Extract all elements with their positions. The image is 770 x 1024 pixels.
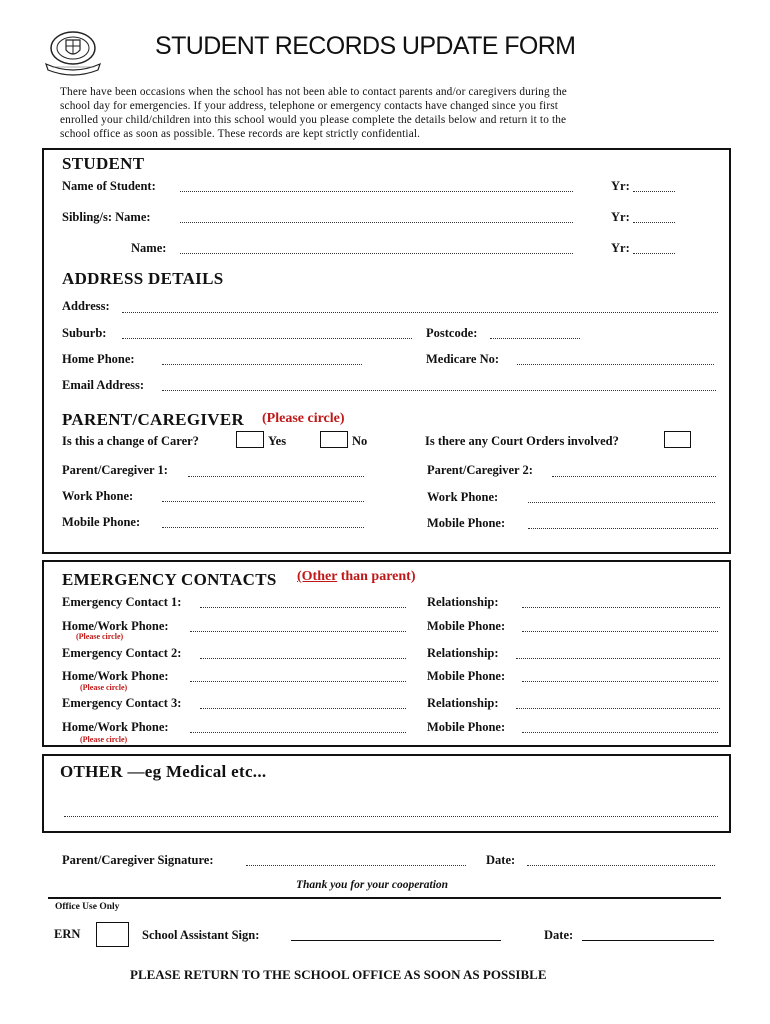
address-field[interactable] [122,312,718,313]
no-label: No [352,434,368,448]
signature-date-label: Date: [486,853,516,867]
school-assistant-sign-field[interactable] [291,940,501,941]
sibling-yr-field[interactable] [633,222,675,223]
parent-signature-field[interactable] [246,865,466,866]
home-work-phone-3-label: Home/Work Phone: [62,720,169,734]
ern-box[interactable] [96,922,129,947]
court-orders-label: Is there any Court Orders involved? [425,434,619,448]
page-title: STUDENT RECORDS UPDATE FORM [155,32,576,60]
emergency-contact-1-field[interactable] [200,607,406,608]
medicare-field[interactable] [517,364,714,365]
no-checkbox[interactable] [320,431,348,448]
suburb-label: Suburb: [62,326,107,340]
emergency-contact-1-label: Emergency Contact 1: [62,595,182,609]
return-instruction: PLEASE RETURN TO THE SCHOOL OFFICE AS SOON AS POSSIBLE [130,967,547,982]
home-work-phone-1-field[interactable] [190,631,406,632]
office-date-field[interactable] [582,940,714,941]
yr-label: Yr: [611,210,630,224]
emergency-contact-2-field[interactable] [200,658,406,659]
siblings-name-label: Sibling/s: Name: [62,210,151,224]
home-phone-field[interactable] [162,364,362,365]
office-divider [48,897,721,899]
mobile-phone-3-label: Mobile Phone: [427,720,506,734]
yr-label: Yr: [611,179,630,193]
court-orders-checkbox[interactable] [664,431,691,448]
mobile-phone-1-field[interactable] [522,631,718,632]
parent-2-work-phone-field[interactable] [528,502,715,503]
other-medical-heading: OTHER —eg Medical etc... [60,762,267,781]
ern-label: ERN [54,927,81,941]
please-circle-note-1: (Please circle) [76,632,124,641]
emergency-contact-2-label: Emergency Contact 2: [62,646,182,660]
please-circle-note-3: (Please circle) [80,735,128,744]
parent-1-mobile-phone-label: Mobile Phone: [62,515,141,529]
emergency-contact-3-label: Emergency Contact 3: [62,696,182,710]
home-work-phone-1-label: Home/Work Phone: [62,619,169,633]
home-work-phone-3-field[interactable] [190,732,406,733]
office-use-only-label: Office Use Only [55,902,120,912]
address-label: Address: [62,299,110,313]
home-phone-label: Home Phone: [62,352,135,366]
relationship-3-label: Relationship: [427,696,499,710]
intro-paragraph [60,85,720,141]
relationship-1-field[interactable] [522,607,720,608]
email-label: Email Address: [62,378,145,392]
other-word: (Other [297,569,338,584]
parent-1-work-phone-label: Work Phone: [62,489,134,503]
intro-line: There have been occasions when the school has not been able to contact parents and/or caregivers during the [60,86,567,98]
parent-caregiver-heading: PARENT/CAREGIVER [62,410,245,429]
school-assistant-sign-label: School Assistant Sign: [142,928,260,942]
sibling-2-yr-field[interactable] [633,253,675,254]
parent-2-work-phone-label: Work Phone: [427,490,499,504]
relationship-2-field[interactable] [516,658,720,659]
intro-line: school day for emergencies. If your address, telephone or emergency contacts have changed since you first [60,100,559,112]
sibling-name-field[interactable] [180,222,573,223]
name-of-student-field[interactable] [180,191,573,192]
postcode-field[interactable] [490,338,580,339]
name-of-student-label: Name of Student: [62,179,156,193]
home-work-phone-2-field[interactable] [190,681,406,682]
parent-1-mobile-phone-field[interactable] [162,527,364,528]
office-date-label: Date: [544,928,574,942]
parent-2-mobile-phone-label: Mobile Phone: [427,516,506,530]
medicare-label: Medicare No: [426,352,500,366]
emergency-contact-3-field[interactable] [200,708,406,709]
address-heading: ADDRESS DETAILS [62,269,224,288]
relationship-3-field[interactable] [516,708,720,709]
yes-label: Yes [268,434,287,448]
yr-field[interactable] [633,191,675,192]
home-work-phone-2-label: Home/Work Phone: [62,669,169,683]
please-circle-note-2: (Please circle) [80,683,128,692]
emergency-contacts-heading: EMERGENCY CONTACTS [62,570,277,589]
parent-1-work-phone-field[interactable] [162,501,364,502]
parent-1-field[interactable] [188,476,364,477]
sibling-name-2-field[interactable] [180,253,573,254]
parent-signature-label: Parent/Caregiver Signature: [62,853,214,867]
than-parent-text: than parent) [337,569,416,584]
parent-2-label: Parent/Caregiver 2: [427,463,533,477]
mobile-phone-1-label: Mobile Phone: [427,619,506,633]
parent-2-field[interactable] [552,476,716,477]
please-circle-note: (Please circle) [262,411,345,426]
intro-line: enrolled your child/children into this school would you please complete the details below and return it to the [60,114,567,126]
suburb-field[interactable] [122,338,412,339]
relationship-1-label: Relationship: [427,595,499,609]
other-than-parent-note [297,569,416,585]
student-heading: STUDENT [62,154,145,173]
other-medical-field[interactable] [64,816,718,817]
signature-date-field[interactable] [527,865,715,866]
parent-2-mobile-phone-field[interactable] [528,528,718,529]
email-field[interactable] [162,390,716,391]
yr-label: Yr: [611,241,630,255]
yes-checkbox[interactable] [236,431,264,448]
student-address-parent-section [42,148,731,554]
change-of-carer-label: Is this a change of Carer? [62,434,199,448]
mobile-phone-2-field[interactable] [522,681,718,682]
parent-1-label: Parent/Caregiver 1: [62,463,168,477]
mobile-phone-2-label: Mobile Phone: [427,669,506,683]
relationship-2-label: Relationship: [427,646,499,660]
intro-line: school office as soon as possible. These records are kept strictly confidential. [60,128,421,140]
sibling-name-2-label: Name: [131,241,167,255]
school-crest-logo [42,28,104,78]
thank-you-note: Thank you for your cooperation [296,879,449,891]
postcode-label: Postcode: [426,326,478,340]
mobile-phone-3-field[interactable] [522,732,718,733]
